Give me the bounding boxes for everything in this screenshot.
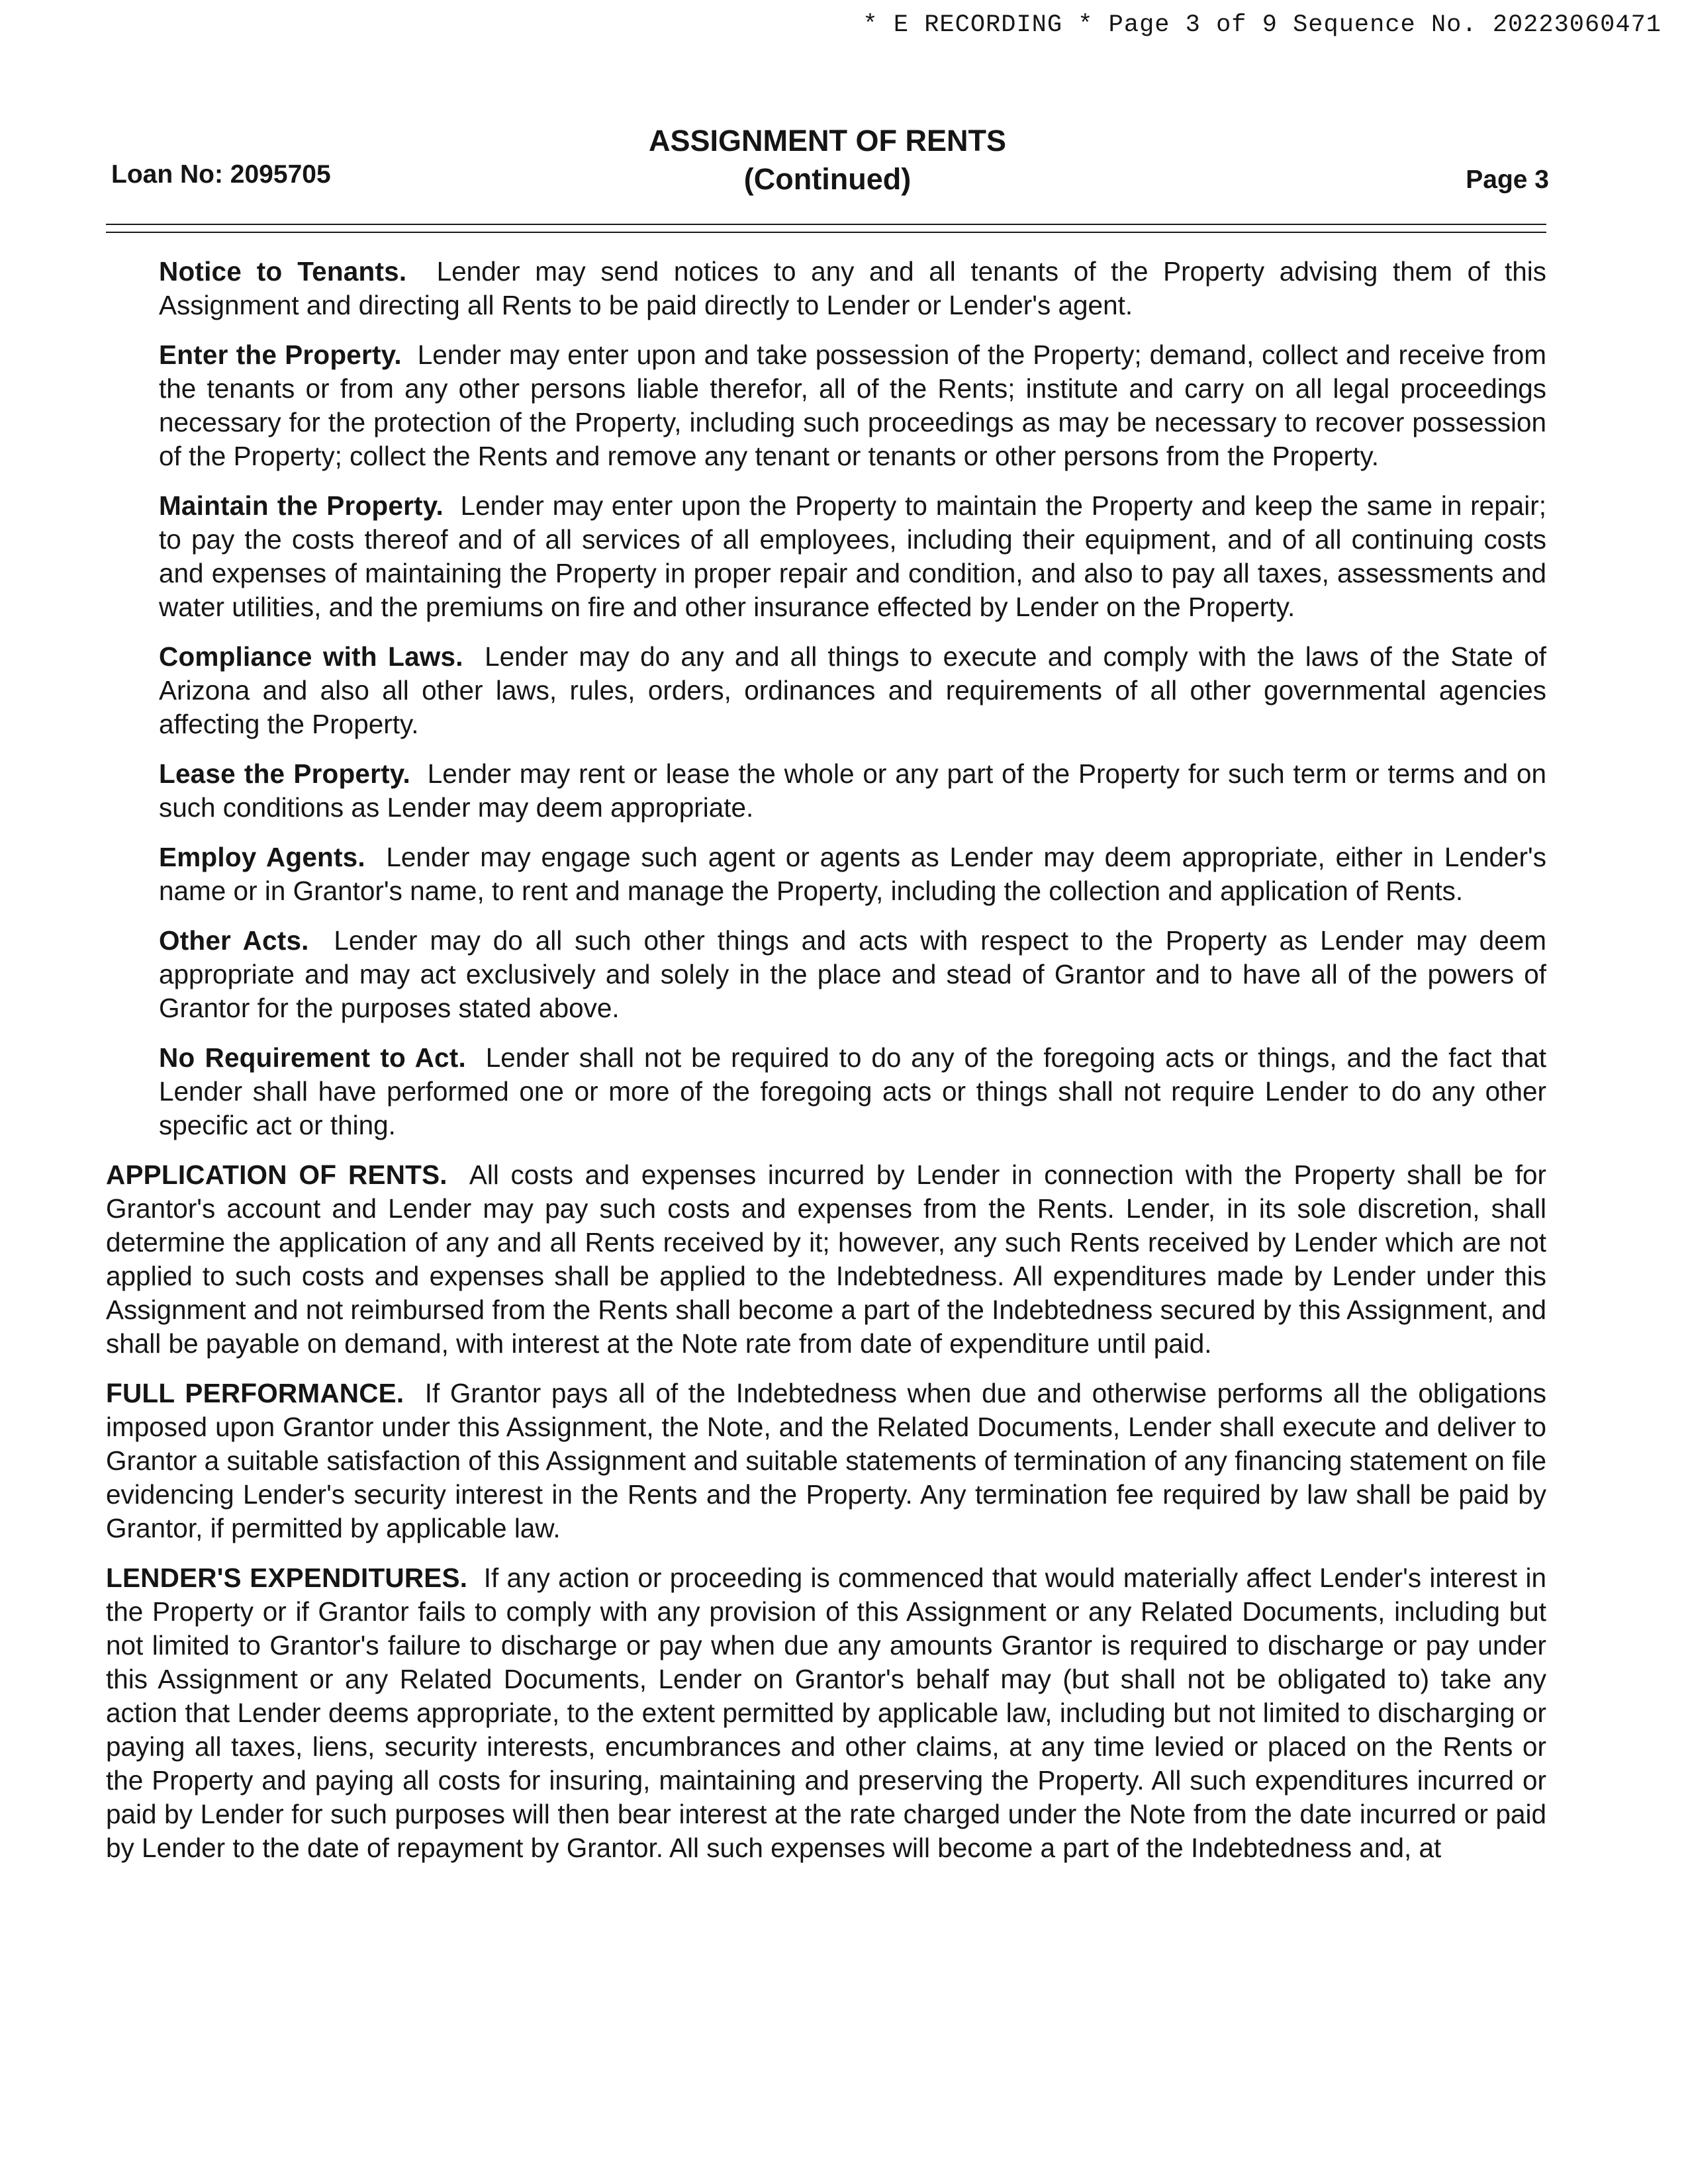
section-text: Lender may enter upon the Property to maintain the Property and keep the same in repair; to pay the costs thereof and of all services of all employees, including their equipment, and of all continuing costs and expenses of maintaining the Property in proper repair and condition, and also to pay all taxes, assessments and water utilities, and the premiums on fire and other insurance effected by Lender on the Property.: [159, 490, 1546, 622]
title-line-2: (Continued): [743, 162, 912, 196]
section-heading: FULL PERFORMANCE.: [106, 1378, 404, 1408]
section-text: Lender may enter upon and take possession of the Property; demand, collect and receive from the tenants or from any other persons liable therefor, all of the Rents; institute and carry on all legal proceedings necessary for the protection of the Property, including such proceedings as may be necessary to recover possession of the Property; collect the Rents and remove any tenant or tenants or other persons from the Property.: [159, 340, 1546, 471]
section-employ-agents: [159, 841, 1546, 908]
section-heading: Compliance with Laws.: [159, 641, 463, 672]
section-heading: APPLICATION OF RENTS.: [106, 1160, 447, 1190]
section-heading: Notice to Tenants.: [159, 256, 407, 287]
section-heading: Enter the Property.: [159, 340, 402, 370]
title-line-1: ASSIGNMENT OF RENTS: [648, 124, 1007, 158]
section-text: Lender may rent or lease the whole or any part of the Property for such term or terms and on such conditions as Lender may deem appropriate.: [159, 758, 1547, 823]
recording-stamp: * E RECORDING * Page 3 of 9 Sequence No. 20223060471: [863, 11, 1662, 39]
section-text: Lender may engage such agent or agents as Lender may deem appropriate, either in Lender's name or in Grantor's name, to rent and manage the Property, including the collection and application of Rents.: [159, 842, 1546, 906]
section-no-requirement-to-act: [159, 1041, 1546, 1142]
section-text: Lender shall not be required to do any of the foregoing acts or things, and the fact that Lender shall have performed one or more of the foregoing acts or things shall not require Lender to do any other specific act or thing.: [159, 1042, 1546, 1140]
section-text: Lender may do any and all things to execute and comply with the laws of the State of Arizona and also all other laws, rules, orders, ordinances and requirements of all other governmental agencies affecting the Property.: [159, 641, 1546, 739]
section-heading: Other Acts.: [159, 925, 309, 956]
section-heading: Maintain the Property.: [159, 490, 444, 521]
loan-number: Loan No: 2095705: [111, 160, 331, 189]
document-body: [106, 255, 1546, 1881]
section-application-of-rents: [106, 1158, 1546, 1361]
section-text: Lender may send notices to any and all tenants of the Property advising them of this Assignment and directing all Rents to be paid directly to Lender or Lender's agent.: [159, 256, 1546, 320]
document-title: [563, 122, 1092, 199]
page-number: Page 3: [1466, 165, 1549, 194]
section-enter-the-property: [159, 338, 1546, 473]
section-maintain-the-property: [159, 489, 1546, 624]
section-heading: LENDER'S EXPENDITURES.: [106, 1563, 468, 1593]
section-heading: No Requirement to Act.: [159, 1042, 466, 1073]
header-rule-top: [106, 224, 1546, 225]
header-rule-bottom: [106, 232, 1546, 233]
section-text: If Grantor pays all of the Indebtedness when due and otherwise performs all the obligations imposed upon Grantor under this Assignment, the Note, and the Related Documents, Lender shall execute and deliver to Grantor a suitable satisfaction of this Assignment and suitable statements of termination of any financing statement on file evidencing Lender's security interest in the Rents and the Property. Any termination fee required by law shall be paid by Grantor, if permitted by applicable law.: [106, 1378, 1546, 1543]
section-compliance-with-laws: [159, 640, 1546, 741]
section-text: All costs and expenses incurred by Lender in connection with the Property shall be for Grantor's account and Lender may pay such costs and expenses from the Rents. Lender, in its sole discretion, shall determine the application of any and all Rents received by it; however, any such Rents received by Lender which are not applied to such costs and expenses shall be applied to the Indebtedness. All expenditures made by Lender under this Assignment and not reimbursed from the Rents shall become a part of the Indebtedness secured by this Assignment, and shall be payable on demand, with interest at the Note rate from date of expenditure until paid.: [106, 1160, 1546, 1359]
page-header: [106, 119, 1549, 212]
section-other-acts: [159, 924, 1546, 1025]
section-heading: Employ Agents.: [159, 842, 365, 872]
section-lenders-expenditures: [106, 1561, 1546, 1865]
section-text: If any action or proceeding is commenced that would materially affect Lender's interest in the Property or if Grantor fails to comply with any provision of this Assignment or any Related Documents, including but not limited to Grantor's failure to discharge or pay when due any amounts Grantor is required to discharge or pay under this Assignment or any Related Documents, Lender on Grantor's behalf may (but shall not be obligated to) take any action that Lender deems appropriate, to the extent permitted by applicable law, including but not limited to discharging or paying all taxes, liens, security interests, encumbrances and other claims, at any time levied or placed on the Rents or the Property and paying all costs for insuring, maintaining and preserving the Property. All such expenditures incurred or paid by Lender for such purposes will then bear interest at the rate charged under the Note from the date incurred or paid by Lender to the date of repayment by Grantor. All such expenses will become a part of the Indebtedness and, at: [106, 1563, 1546, 1863]
section-notice-to-tenants: [159, 255, 1546, 322]
section-lease-the-property: [159, 757, 1546, 825]
section-full-performance: [106, 1377, 1546, 1545]
section-text: Lender may do all such other things and acts with respect to the Property as Lender may deem appropriate and may act exclusively and solely in the place and stead of Grantor and to have all of the powers of Grantor for the purposes stated above.: [159, 925, 1546, 1023]
section-heading: Lease the Property.: [159, 758, 410, 789]
